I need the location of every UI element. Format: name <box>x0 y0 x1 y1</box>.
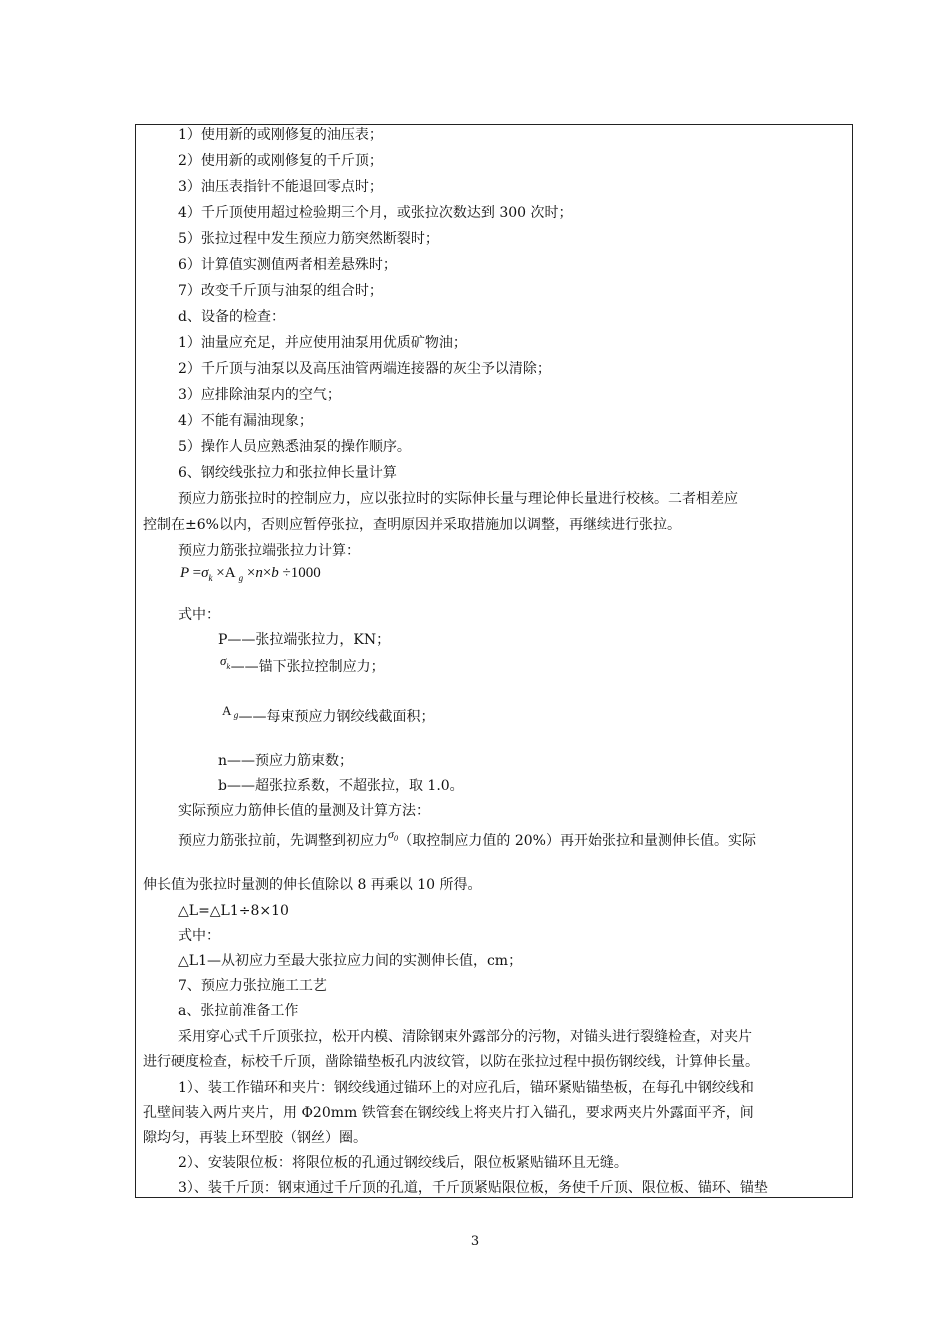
formula-times: × <box>262 565 272 581</box>
paragraph-line: 伸长值为张拉时量测的伸长值除以 8 再乘以 10 所得。 <box>143 877 482 893</box>
a-sub: g <box>233 711 239 720</box>
list-item: 2）千斤顶与油泵以及高压油管两端连接器的灰尘予以清除； <box>178 361 551 377</box>
elongation-formula: △L=△L1÷8×10 <box>178 903 289 919</box>
list-item: 3）油压表指针不能退回零点时； <box>178 179 383 195</box>
where-label: 式中： <box>178 928 220 944</box>
list-item: 5）张拉过程中发生预应力筋突然断裂时； <box>178 231 439 247</box>
list-item: 7）改变千斤顶与油泵的组合时； <box>178 283 383 299</box>
formula-times: × <box>216 565 225 581</box>
formula-sigma-sub: k <box>208 573 213 583</box>
paragraph-text: （取控制应力值的 20%）再开始张拉和量测伸长值。实际 <box>398 833 756 849</box>
subheading: a、张拉前准备工作 <box>178 1003 299 1019</box>
formula-b: b <box>271 565 279 581</box>
paragraph-line: 预应力筋张拉时的控制应力，应以张拉时的实际伸长量与理论伸长量进行校核。二者相差应 <box>178 491 738 507</box>
section-heading: 6、钢绞线张拉力和张拉伸长量计算 <box>178 465 397 481</box>
formula-times: × <box>246 565 256 581</box>
formula-tail: ÷1000 <box>282 565 321 581</box>
formula-sigma: σ <box>201 565 209 581</box>
formula-n: n <box>255 565 263 581</box>
subheading: 预应力筋张拉端张拉力计算： <box>178 543 360 559</box>
paragraph-line: 孔壁间装入两片夹片，用 Φ20mm 铁管套在钢绞线上将夹片打入锚孔，要求两夹片外露面平齐，间 <box>143 1105 754 1121</box>
list-item: 1）使用新的或刚修复的油压表； <box>178 127 383 143</box>
where-label: 式中： <box>178 607 220 623</box>
definition-text: ——每束预应力钢绞线截面积； <box>238 709 435 725</box>
list-item: 3）应排除油泵内的空气； <box>178 387 341 403</box>
paragraph-line: 采用穿心式千斤顶张拉，松开内模、清除钢束外露部分的污物，对锚头进行裂缝检查，对夹片 <box>178 1029 752 1045</box>
definition-n: n——预应力筋束数； <box>218 753 354 769</box>
paragraph-line: 控制在±6%以内，否则应暂停张拉，查明原因并采取措施加以调整，再继续进行张拉。 <box>143 517 681 533</box>
sigma-symbol: σ <box>220 653 227 668</box>
subheading: 实际预应力筋伸长值的量测及计算方法： <box>178 803 430 819</box>
list-item: 2）使用新的或刚修复的千斤顶； <box>178 153 383 169</box>
definition-p: P——张拉端张拉力，KN； <box>218 632 391 648</box>
section-heading: 7、预应力张拉施工工艺 <box>178 978 327 994</box>
list-item: 4）不能有漏油现象； <box>178 413 313 429</box>
formula-a-sub: g <box>238 573 244 583</box>
list-item: 5）操作人员应熟悉油泵的操作顺序。 <box>178 439 411 455</box>
sigma0-symbol: σ <box>388 827 394 841</box>
sigma0-sub: 0 <box>393 835 399 843</box>
paragraph-line: 2）、安装限位板：将限位板的孔通过钢绞线后，限位板紧贴锚环且无缝。 <box>178 1155 628 1171</box>
definition-text: ——锚下张拉控制应力； <box>230 659 385 675</box>
paragraph-line: 进行硬度检查，标校千斤顶，凿除锚垫板孔内波纹管，以防在张拉过程中损伤钢绞线，计算伸长量。 <box>143 1054 759 1070</box>
a-symbol: A <box>222 703 232 718</box>
list-item: 6）计算值实测值两者相差悬殊时； <box>178 257 397 273</box>
paragraph-line: 3）、装千斤顶：钢束通过千斤顶的孔道，千斤顶紧贴限位板，务使千斤顶、限位板、锚环、锚垫 <box>178 1180 768 1196</box>
list-item: 1）油量应充足，并应使用油泵用优质矿物油； <box>178 335 467 351</box>
paragraph-line: 隙均匀，再装上环型胶（钢丝）圈。 <box>143 1130 367 1146</box>
paragraph-line <box>178 827 756 852</box>
paragraph-line: 1）、装工作锚环和夹片：钢绞线通过锚环上的对应孔后，锚环紧贴锚垫板，在每孔中钢绞线和 <box>178 1080 754 1096</box>
page-number: 3 <box>470 1234 480 1249</box>
formula-equals: = <box>192 565 202 581</box>
definition-sigma <box>220 653 385 678</box>
formula-a: A <box>224 565 236 581</box>
sigma-sub: k <box>226 663 231 671</box>
paragraph-text: 预应力筋张拉前，先调整到初应力 <box>178 833 388 849</box>
section-heading: d、设备的检查： <box>178 309 285 325</box>
force-formula <box>180 564 321 583</box>
definition-a <box>222 703 435 728</box>
definition-b: b——超张拉系数，不超张拉，取 1.0。 <box>218 778 464 794</box>
list-item: 4）千斤顶使用超过检验期三个月，或张拉次数达到 300 次时； <box>178 205 573 221</box>
formula-p: P <box>180 565 189 581</box>
definition-l1: △L1—从初应力至最大张拉应力间的实测伸长值，cm； <box>178 953 523 969</box>
